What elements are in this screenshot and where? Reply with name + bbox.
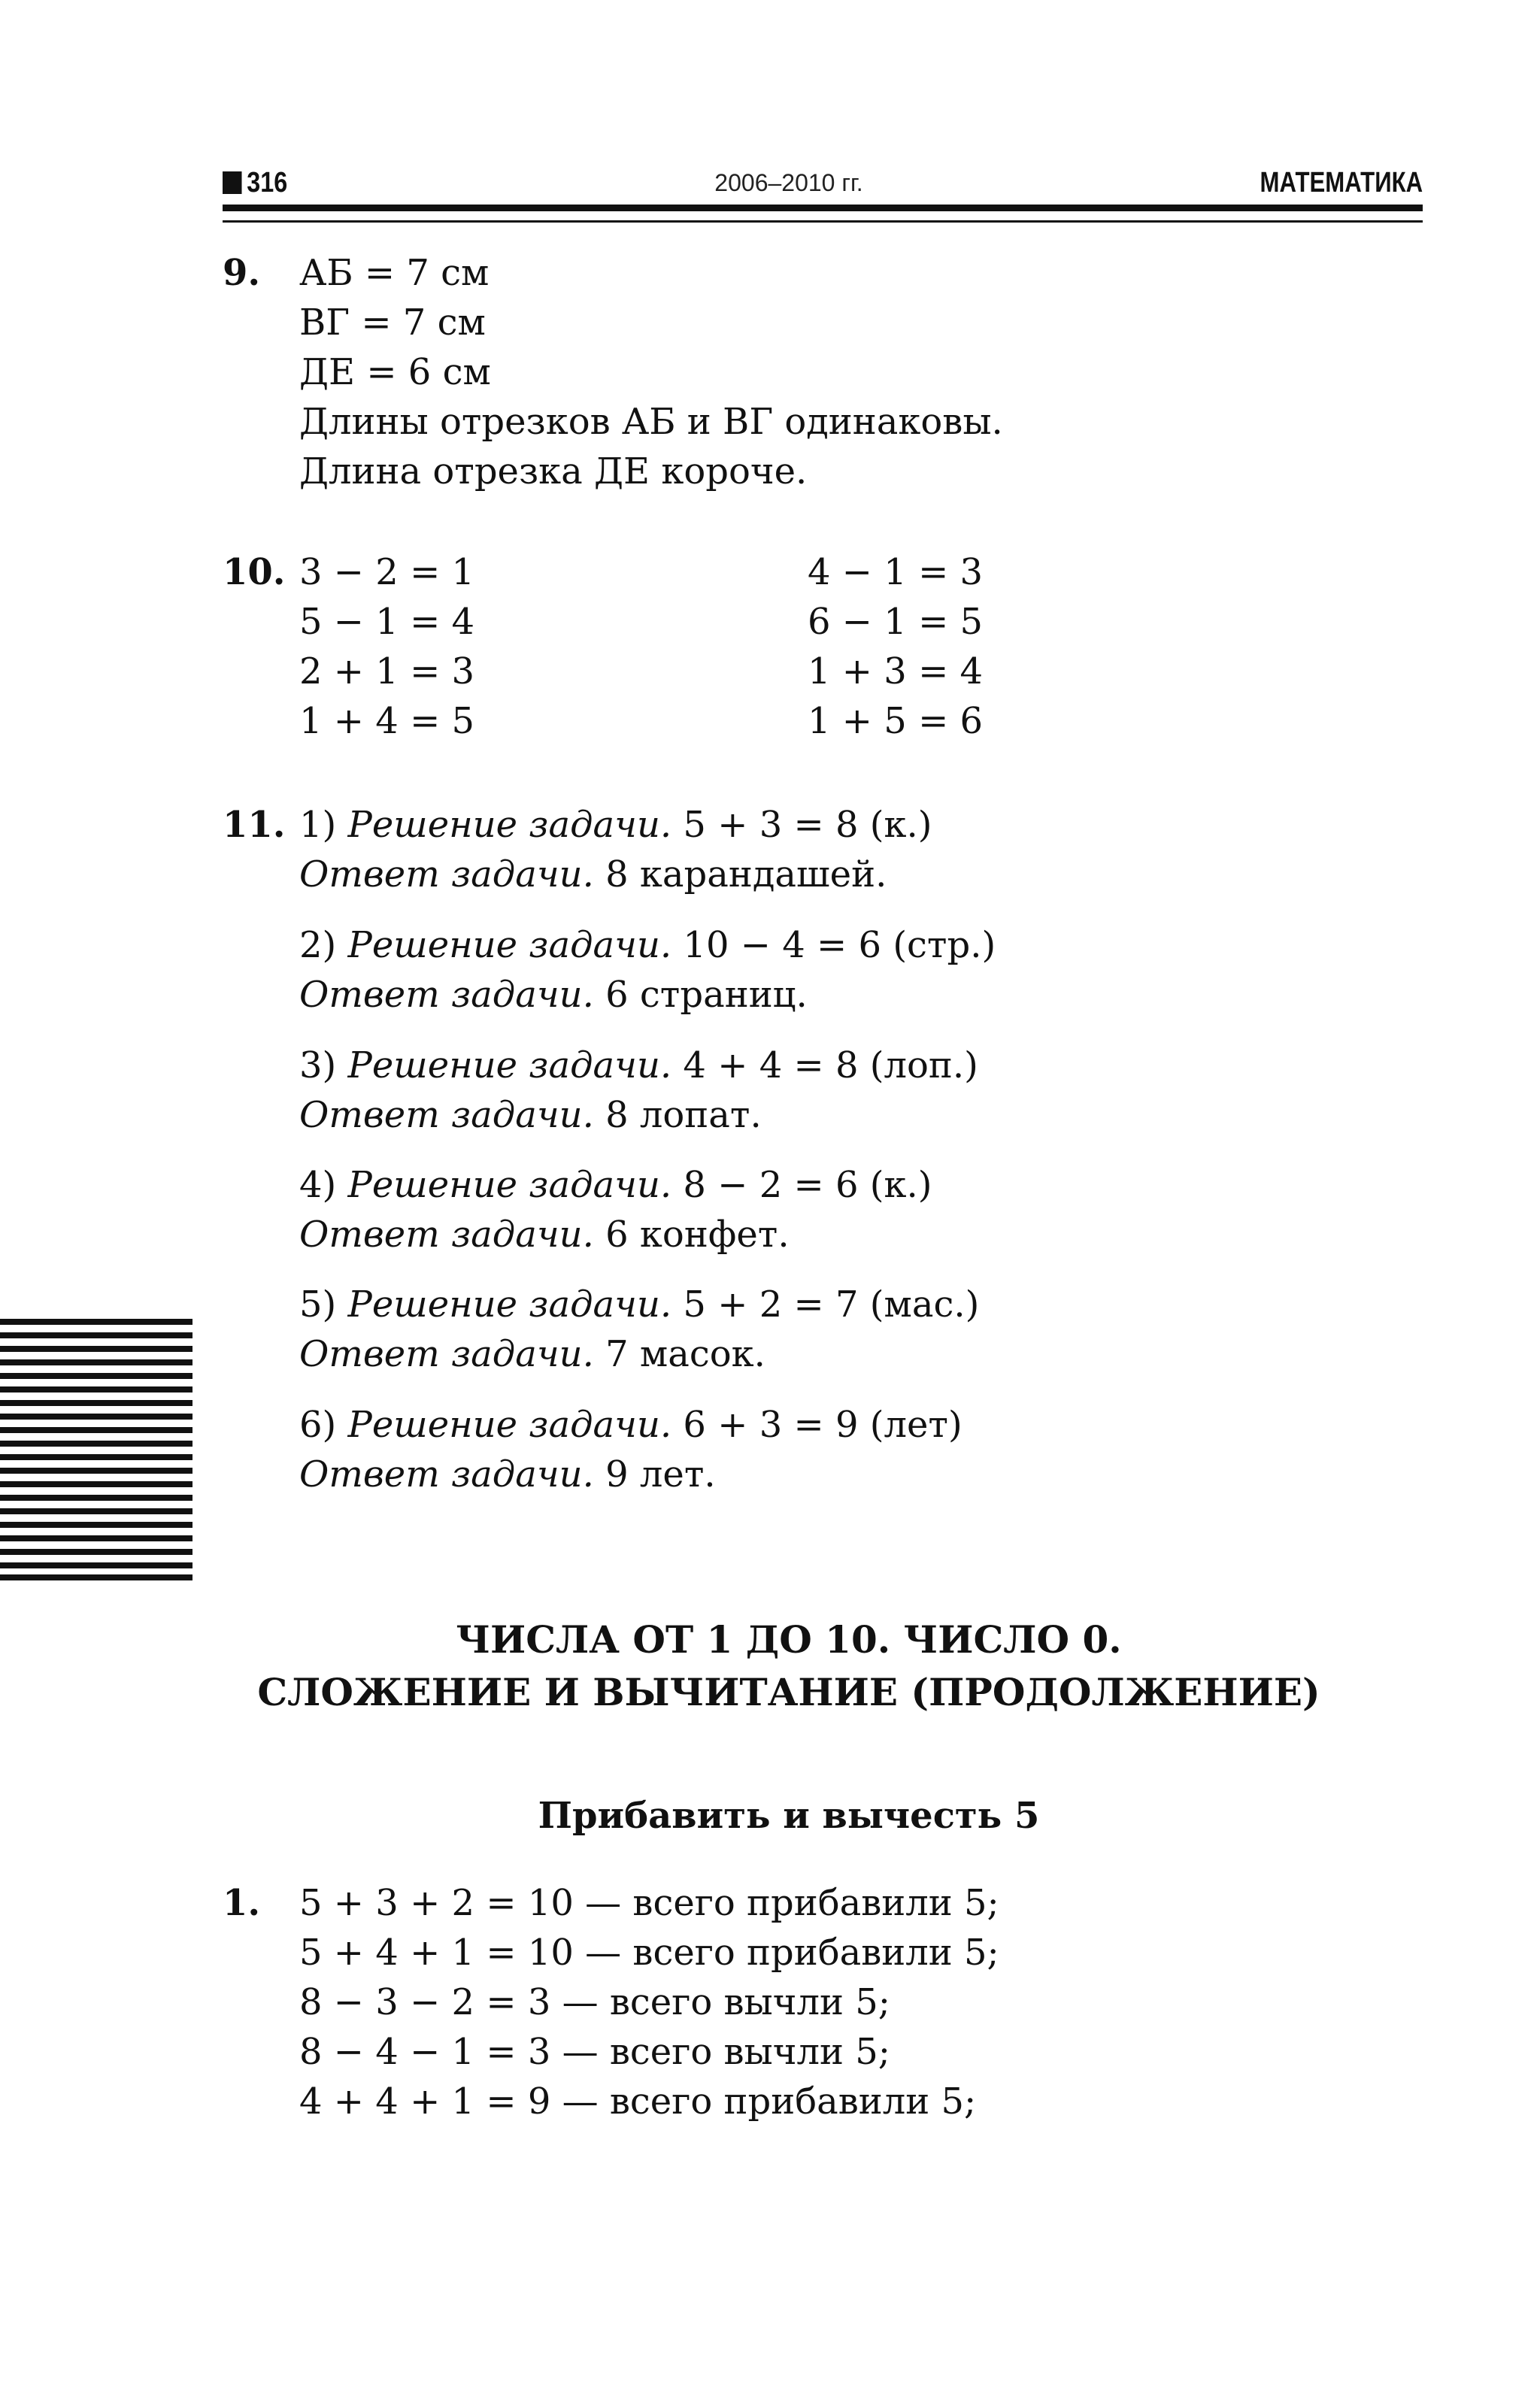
answer-label: Ответ задачи. bbox=[299, 1214, 594, 1256]
task-9-line: ВГ = 7 см bbox=[299, 302, 486, 344]
header-rule-thin bbox=[223, 220, 1423, 223]
solution-text: 5 + 2 = 7 (мас.) bbox=[671, 1283, 980, 1326]
task-1-line: 8 − 3 − 2 = 3 — всего вычли 5; bbox=[299, 1981, 890, 2023]
answer-text: 8 лопат. bbox=[593, 1094, 762, 1136]
task-9-line: Длина отрезка ДЕ короче. bbox=[299, 450, 808, 492]
item-index: 6) bbox=[299, 1404, 337, 1446]
task-11-item-2 bbox=[299, 920, 996, 1020]
equation: 6 − 1 = 5 bbox=[808, 601, 984, 643]
answer-label: Ответ задачи. bbox=[299, 853, 594, 895]
equation: 5 − 1 = 4 bbox=[299, 601, 475, 643]
task-11-item-1 bbox=[299, 800, 932, 899]
task-11-item-5 bbox=[299, 1280, 979, 1379]
task-11-item-3 bbox=[299, 1041, 978, 1140]
solution-text: 4 + 4 = 8 (лоп.) bbox=[671, 1044, 978, 1086]
equation: 4 − 1 = 3 bbox=[808, 551, 984, 593]
task-1-line: 4 + 4 + 1 = 9 — всего прибавили 5; bbox=[299, 2080, 977, 2123]
answer-label: Ответ задачи. bbox=[299, 1453, 594, 1496]
solution-label: Решение задачи. bbox=[347, 1164, 672, 1206]
solution-text: 10 − 4 = 6 (стр.) bbox=[671, 924, 996, 966]
equation: 3 − 2 = 1 bbox=[299, 551, 475, 593]
answer-label: Ответ задачи. bbox=[299, 1333, 594, 1375]
page-number-text: 316 bbox=[247, 166, 288, 198]
task-9-line: ДЕ = 6 см bbox=[299, 351, 491, 393]
item-index: 1) bbox=[299, 804, 337, 846]
task-1-line: 5 + 3 + 2 = 10 — всего прибавили 5; bbox=[299, 1882, 999, 1924]
item-index: 5) bbox=[299, 1283, 337, 1326]
header-years: 2006–2010 гг. bbox=[714, 169, 863, 196]
task-9-line: АБ = 7 см bbox=[299, 252, 490, 294]
task-9-body bbox=[299, 248, 1003, 496]
section-title-line2: СЛОЖЕНИЕ И ВЫЧИТАНИЕ (ПРОДОЛЖЕНИЕ) bbox=[257, 1670, 1320, 1714]
answer-label: Ответ задачи. bbox=[299, 1094, 594, 1136]
task-1-line: 8 − 4 − 1 = 3 — всего вычли 5; bbox=[299, 2031, 890, 2073]
equation: 1 + 4 = 5 bbox=[299, 700, 475, 742]
solution-label: Решение задачи. bbox=[347, 1404, 672, 1446]
task-9-line: Длины отрезков АБ и ВГ одинаковы. bbox=[299, 401, 1003, 443]
answer-text: 6 конфет. bbox=[593, 1214, 790, 1256]
solution-label: Решение задачи. bbox=[347, 1044, 672, 1086]
answer-text: 8 карандашей. bbox=[593, 853, 887, 895]
solution-text: 6 + 3 = 9 (лет) bbox=[671, 1404, 962, 1446]
header-rule-thick bbox=[223, 205, 1423, 211]
solution-label: Решение задачи. bbox=[347, 1283, 672, 1326]
answer-text: 9 лет. bbox=[593, 1453, 716, 1496]
task-11-item-6 bbox=[299, 1400, 962, 1499]
answer-text: 7 масок. bbox=[593, 1333, 765, 1375]
task-11-item-4 bbox=[299, 1160, 932, 1259]
item-index: 2) bbox=[299, 924, 337, 966]
equation: 1 + 5 = 6 bbox=[808, 700, 984, 742]
solution-label: Решение задачи. bbox=[347, 804, 672, 846]
section-title bbox=[0, 1614, 1540, 1719]
thumb-index-stripes bbox=[0, 1319, 192, 1580]
answer-label: Ответ задачи. bbox=[299, 974, 594, 1016]
task-1-line: 5 + 4 + 1 = 10 — всего прибавили 5; bbox=[299, 1932, 999, 1974]
task-1-number: 1. bbox=[223, 1882, 261, 1924]
equation: 2 + 1 = 3 bbox=[299, 650, 475, 692]
section-subtitle: Прибавить и вычесть 5 bbox=[538, 1795, 1040, 1837]
solution-text: 8 − 2 = 6 (к.) bbox=[671, 1164, 932, 1206]
task-11-number: 11. bbox=[223, 804, 286, 846]
task-1-body bbox=[299, 1878, 999, 2126]
section-title-line1: ЧИСЛА ОТ 1 ДО 10. ЧИСЛО 0. bbox=[456, 1617, 1122, 1662]
item-index: 3) bbox=[299, 1044, 337, 1086]
task-10-col2 bbox=[808, 547, 983, 746]
task-10-col1 bbox=[299, 547, 474, 746]
answer-text: 6 страниц. bbox=[593, 974, 808, 1016]
solution-label: Решение задачи. bbox=[347, 924, 672, 966]
task-10-number: 10. bbox=[223, 551, 286, 593]
solution-text: 5 + 3 = 8 (к.) bbox=[671, 804, 932, 846]
equation: 1 + 3 = 4 bbox=[808, 650, 984, 692]
task-9-number: 9. bbox=[223, 252, 261, 294]
header-subject: МАТЕМАТИКА bbox=[1260, 167, 1423, 198]
item-index: 4) bbox=[299, 1164, 337, 1206]
